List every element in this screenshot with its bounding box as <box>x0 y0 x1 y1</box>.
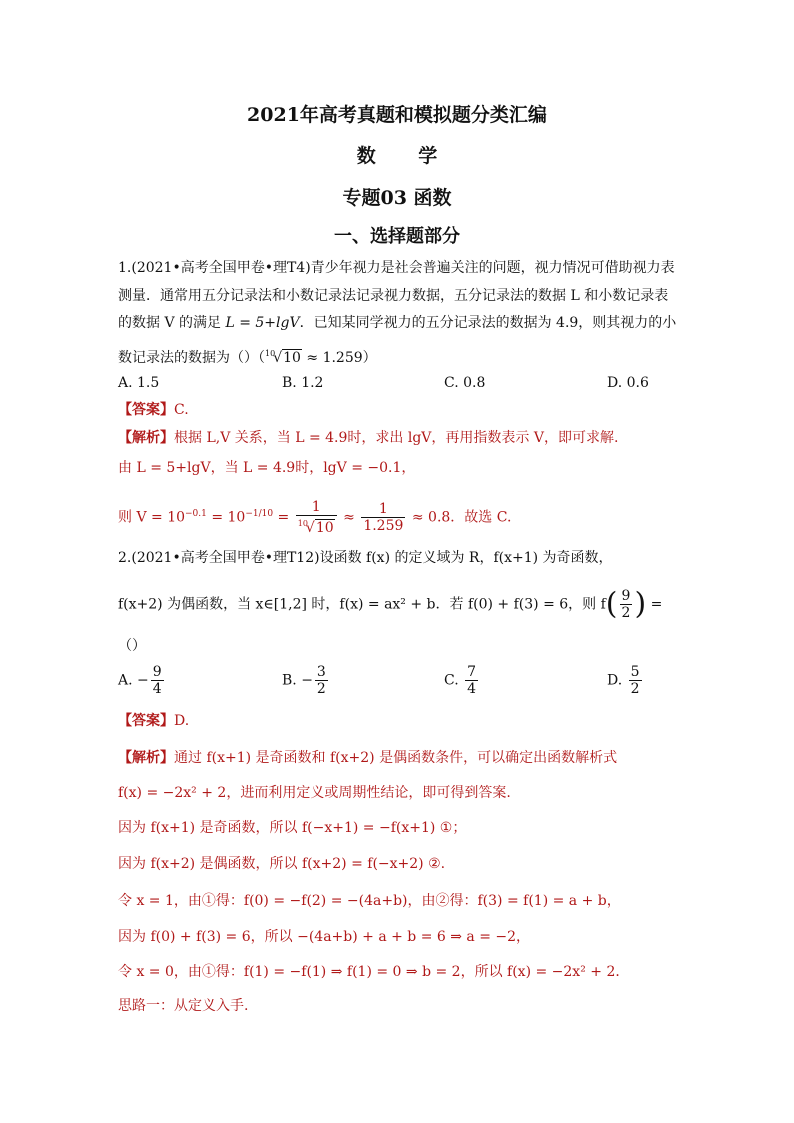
analysis-tag: 【解析】 <box>118 750 174 766</box>
answer-value: D. <box>174 713 190 729</box>
q2-option-c: C. $\frac{7}{4}$ <box>444 664 477 697</box>
q1-tenth-root: $^{10}$√10 <box>265 349 301 366</box>
q1-option-b: B. 1.2 <box>282 375 324 391</box>
q1-option-c: C. 0.8 <box>444 375 486 391</box>
q1-analysis-1 <box>118 428 678 448</box>
q1-line-3-text-b: ．已知某同学视力的五分记录法的数据为 4.9，则其视力的小 <box>299 315 677 331</box>
answer-tag: 【答案】 <box>118 713 174 729</box>
q2-analysis-7: 令 x = 0，由①得：f(1) = −f(1) ⇒ f(1) = 0 ⇒ b = 2，所以 f(x) = −2x² + 2． <box>118 964 630 980</box>
analysis-tag: 【解析】 <box>118 430 174 446</box>
q2-analysis-6: 因为 f(0) + f(3) = 6，所以 −(4a+b) + a + b = 6 ⇒ a = −2， <box>118 929 531 945</box>
q2-option-a: A. − $\frac{9}{4}$ <box>118 664 162 697</box>
q1-line-3-text-a: 的数据 V 的满足 <box>118 315 226 331</box>
q1-line-4 <box>118 344 678 368</box>
q2-analysis-1 <box>118 748 678 768</box>
q2-analysis-2: f(x) = −2x² + 2，进而利用定义或周期性结论，即可得到答案. <box>118 785 511 801</box>
q1-option-d: D. 0.6 <box>607 375 649 391</box>
q2-line-2-text: f(x+2) 为偶函数，当 x∈[1,2] 时，f(x) = ax² + b．若 f(0) + f(3) = 6，则 f <box>118 596 606 613</box>
q2-option-a-label: A. − <box>118 672 149 689</box>
q2-analysis-3: 因为 f(x+1) 是奇函数，所以 f(−x+1) = −f(x+1) ①； <box>118 820 467 836</box>
q1-line-4-text-a: 数记录法的数据为（）（ <box>118 350 265 366</box>
q1-line-4-text-b: ） <box>362 350 377 366</box>
fraction-9-over-2: $\frac{9}{2}$ <box>621 588 631 621</box>
q1-analysis-3b: = 10 <box>211 509 246 526</box>
q2-option-c-label: C. <box>444 672 459 689</box>
section-heading: 一、选择题部分 <box>334 226 460 247</box>
q1-analysis-3: 则 $V = 10^{-0.1} = 10^{-1/10}$ = $\frac{1}{^{10}√10}$ ≈ $\frac{1}{1.259}$ ≈ 0.8．故选 C. <box>118 499 512 537</box>
q2-line-3: （） <box>118 638 146 654</box>
q1-analysis-2: 由 L = 5+lgV，当 L = 4.9时，lgV = −0.1， <box>118 460 416 476</box>
q1-line-2: 测量．通常用五分记录法和小数记录法记录视力数据，五分记录法的数据 L 和小数记录表 <box>118 288 669 304</box>
q1-analysis-text: 根据 L,V 关系，当 L = 4.9时，求出 lgV，再用指数表示 V，即可求解. <box>174 430 619 446</box>
answer-tag: 【答案】 <box>118 402 174 418</box>
q1-analysis-3a: 则 V = 10 <box>118 509 186 526</box>
q1-answer <box>118 400 678 420</box>
q2-option-b-label: B. − <box>282 672 313 689</box>
q1-analysis-3c: ≈ 0.8．故选 C. <box>411 509 512 526</box>
q1-option-a: A. 1.5 <box>118 375 160 391</box>
fraction-1-over-root: $\frac{1}{^{10}√10}$ <box>296 499 337 536</box>
q2-option-b: B. − $\frac{3}{2}$ <box>282 664 326 697</box>
q1-formula: L = 5+lgV <box>225 315 300 331</box>
subject-heading: 数 学 <box>356 145 456 167</box>
q2-analysis-5: 令 x = 1，由①得：f(0) = −f(2) = −(4a+b)，由②得：f(3) = f(1) = a + b， <box>118 893 621 909</box>
q2-analysis-4: 因为 f(x+2) 是偶函数，所以 f(x+2) = f(−x+2) ②. <box>118 856 446 872</box>
q2-option-d: D. $\frac{5}{2}$ <box>607 664 640 697</box>
answer-value: C. <box>174 402 189 418</box>
q1-approx: ≈ 1.259 <box>306 350 363 366</box>
q2-answer <box>118 711 678 731</box>
q2-analysis-8: 思路一：从定义入手. <box>118 998 249 1014</box>
q2-line-1: 2.(2021•高考全国甲卷•理T12)设函数 f(x) 的定义域为 R，f(x+1) 为奇函数， <box>118 550 613 566</box>
fraction-1-over-1259: $\frac{1}{1.259}$ <box>363 501 404 535</box>
document-title: 2021年高考真题和模拟题分类汇编 <box>247 104 547 126</box>
q2-option-d-label: D. <box>607 672 623 689</box>
q2-line-2: f(x+2) 为偶函数，当 x∈[1,2] 时，f(x) = ax² + b．若 f(0) + f(3) = 6，则 f( $\frac{9}{2}$ ) = <box>118 586 663 622</box>
q1-line-1: 1.(2021•高考全国甲卷•理T4)青少年视力是社会普遍关注的问题，视力情况可借助视力表 <box>118 260 675 276</box>
q1-line-3 <box>118 313 678 333</box>
topic-heading: 专题03 函数 <box>342 187 452 209</box>
q2-analysis-text: 通过 f(x+1) 是奇函数和 f(x+2) 是偶函数条件，可以确定出函数解析式 <box>174 750 618 766</box>
